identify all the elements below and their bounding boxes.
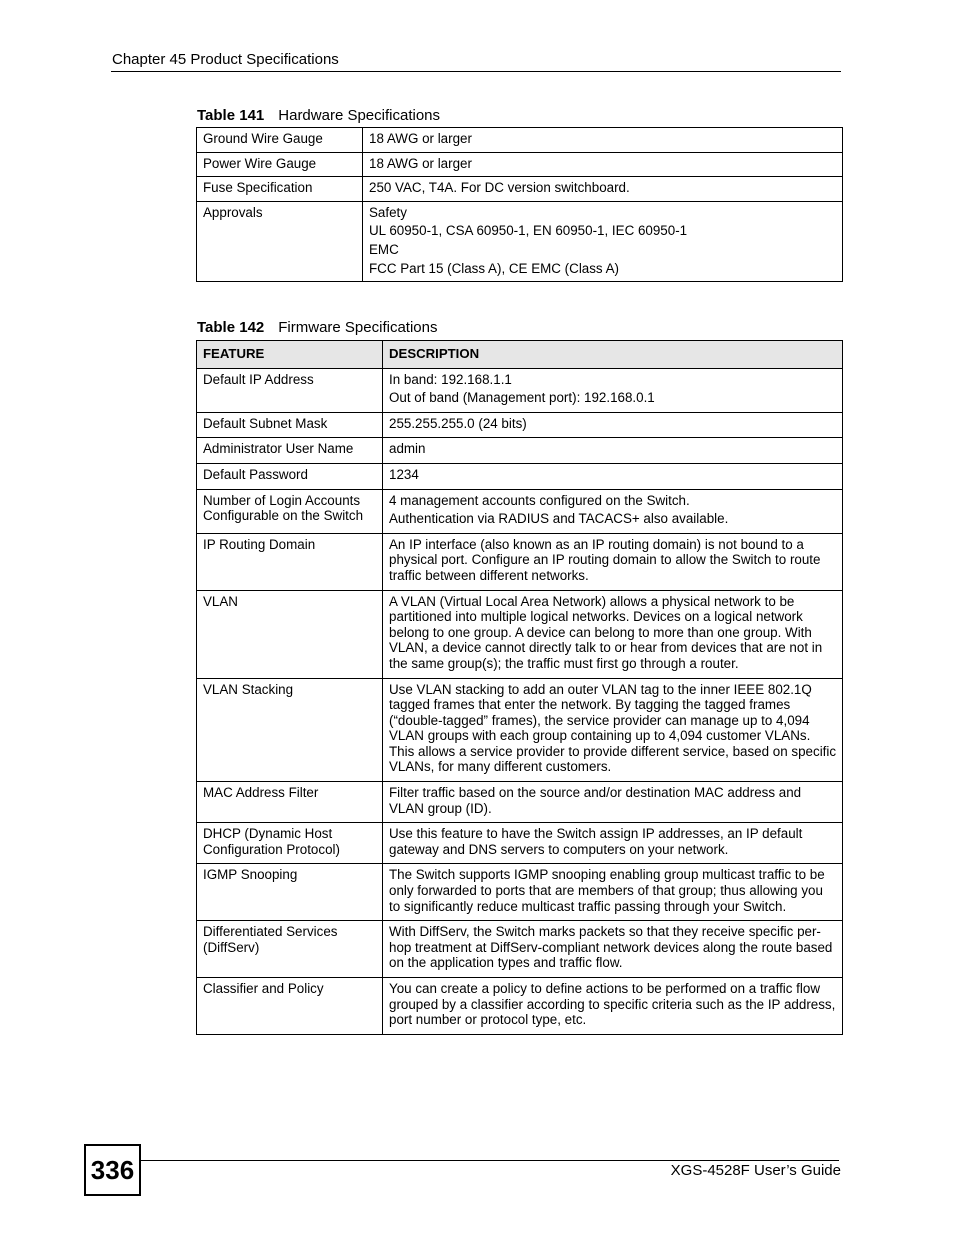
description-line: Use this feature to have the Switch assign IP addresses, an IP default gateway and DNS servers to computers on your network. [389,826,803,857]
description-cell [363,177,843,202]
description-line: admin [389,441,426,457]
table-row [197,438,843,464]
table-141-number: Table 141 [197,107,265,124]
description-line: FCC Part 15 (Class A), CE EMC (Class A) [369,260,620,276]
hardware-specifications-table [196,127,843,282]
table-142-caption [197,319,437,336]
feature-cell: Power Wire Gauge [197,152,363,177]
description-cell [383,438,843,464]
description-cell [383,978,843,1035]
description-cell [383,678,843,782]
feature-cell: VLAN [197,590,383,678]
description-cell [383,368,843,412]
feature-cell: IP Routing Domain [197,533,383,590]
description-column-header: DESCRIPTION [383,341,843,369]
table-141-title: Hardware Specifications [278,107,441,124]
description-cell [363,128,843,153]
description-line: Authentication via RADIUS and TACACS+ also available. [389,511,729,527]
table-142-title: Firmware Specifications [278,319,438,336]
firmware-specifications-table [196,340,843,1035]
description-cell [383,921,843,978]
description-line: A VLAN (Virtual Local Area Network) allows a physical network to be partitioned into multiple logical networks. Devices on a logical network belong to one group. A device can belong to more than one group. With VLAN, a device cannot directly talk to or hear from devices that are not in the same group(s); the traffic must first go through a router. [389,593,823,671]
description-line: Filter traffic based on the source and/or destination MAC address and VLAN group (ID). [389,785,802,816]
description-line: 250 VAC, T4A. For DC version switchboard. [369,180,630,196]
feature-cell: Administrator User Name [197,438,383,464]
description-cell [383,489,843,533]
description-line: With DiffServ, the Switch marks packets so that they receive specific per-hop treatment at DiffServ-compliant network devices along the route based on the application types and traffic flow. [389,924,833,971]
guide-title: XGS-4528F User’s Guide [670,1162,841,1179]
table-row [197,782,843,823]
table-row [197,864,843,921]
feature-cell: Fuse Specification [197,177,363,202]
description-cell [363,152,843,177]
table-row [197,128,843,153]
description-cell [383,463,843,489]
description-line: Safety [369,204,407,220]
table-row [197,412,843,438]
description-cell [383,823,843,864]
description-cell [383,864,843,921]
table-row [197,201,843,281]
table-row [197,978,843,1035]
description-cell [383,412,843,438]
table-142-number: Table 142 [197,319,265,336]
feature-cell: VLAN Stacking [197,678,383,782]
description-line: 1234 [389,466,419,482]
feature-column-header: FEATURE [197,341,383,369]
page-number: 336 [84,1144,141,1196]
description-line: 4 management accounts configured on the Switch. [389,492,690,508]
table-row [197,489,843,533]
feature-cell: Number of Login Accounts Configurable on the Switch [197,489,383,533]
table-row [197,368,843,412]
description-line: 18 AWG or larger [369,155,472,171]
description-line: In band: 192.168.1.1 [389,371,512,387]
description-cell [383,533,843,590]
feature-cell: Default Password [197,463,383,489]
feature-cell: DHCP (Dynamic Host Configuration Protocol) [197,823,383,864]
chapter-heading: Chapter 45 Product Specifications [112,51,339,68]
description-cell [363,201,843,281]
description-cell [383,590,843,678]
feature-cell: Approvals [197,201,363,281]
feature-cell: Default Subnet Mask [197,412,383,438]
table-row [197,152,843,177]
table-header-row [197,341,843,369]
table-row [197,533,843,590]
description-line: The Switch supports IGMP snooping enabling group multicast traffic to be only forwarded to ports that are members of that group; thus allowing you to significantly reduce multicast traffic passing through your Switch. [389,867,825,914]
description-line: UL 60950-1, CSA 60950-1, EN 60950-1, IEC 60950-1 [369,223,688,239]
table-row [197,463,843,489]
description-line: You can create a policy to define actions to be performed on a traffic flow grouped by a classifier according to specific criteria such as the IP address, port number or protocol type, etc. [389,981,836,1028]
table-141-caption [197,107,440,124]
description-line: 18 AWG or larger [369,131,472,146]
description-line: EMC [369,241,399,257]
description-line: Out of band (Management port): 192.168.0.1 [389,390,655,406]
table-row [197,921,843,978]
feature-cell: IGMP Snooping [197,864,383,921]
header-divider [111,71,841,72]
table-row [197,177,843,202]
feature-cell: MAC Address Filter [197,782,383,823]
description-cell [383,782,843,823]
description-line: An IP interface (also known as an IP routing domain) is not bound to a physical port. Configure an IP routing domain to allow the Switch to route traffic between different networks. [389,536,821,583]
description-line: Use VLAN stacking to add an outer VLAN tag to the inner IEEE 802.1Q tagged frames that enter the network. By tagging the tagged frames (“double-tagged” frames), the service provider can manage up to 4,094 VLAN groups with each group containing up to 4,094 customer VLANs. This allows a service provider to provide different service, based on specific VLANs, for many different customers. [389,681,837,775]
feature-cell: Classifier and Policy [197,978,383,1035]
footer-divider [139,1160,839,1161]
feature-cell: Ground Wire Gauge [197,128,363,153]
description-line: 255.255.255.0 (24 bits) [389,415,527,431]
feature-cell: Differentiated Services (DiffServ) [197,921,383,978]
feature-cell: Default IP Address [197,368,383,412]
table-row [197,678,843,782]
table-row [197,590,843,678]
table-row [197,823,843,864]
